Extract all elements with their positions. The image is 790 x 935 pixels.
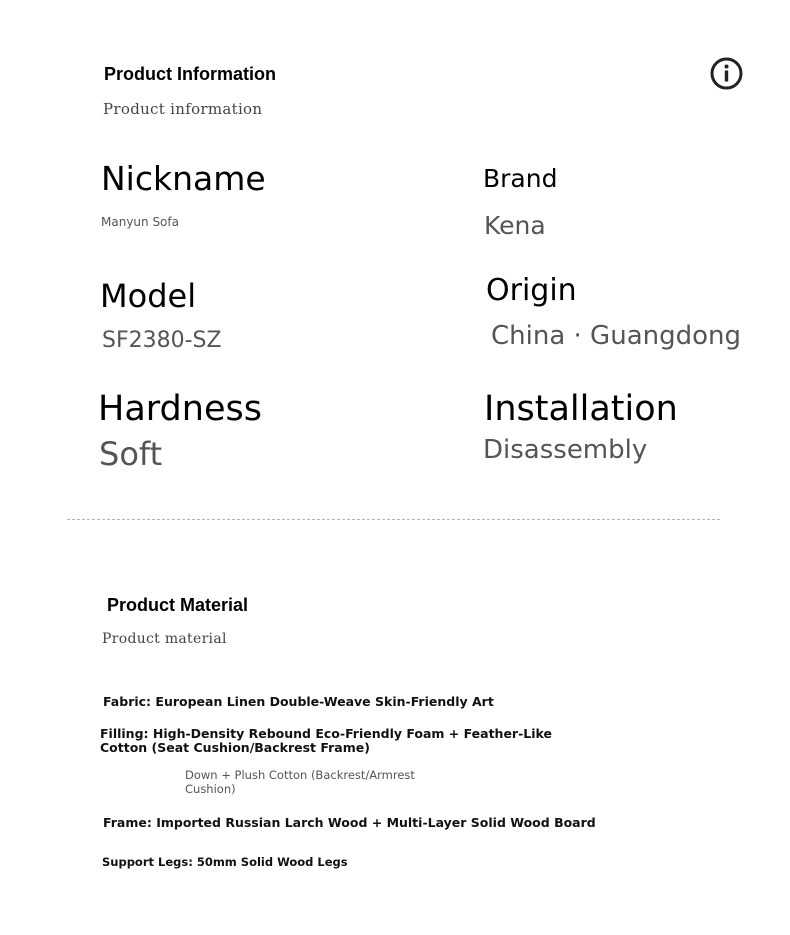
spec-label-origin: Origin — [486, 273, 577, 308]
material-legs: Support Legs: 50mm Solid Wood Legs — [102, 855, 348, 869]
spec-label-hardness: Hardness — [98, 389, 262, 429]
info-circle-icon[interactable] — [710, 57, 743, 90]
spec-value-nickname: Manyun Sofa — [101, 215, 179, 229]
spec-label-model: Model — [100, 277, 197, 315]
spec-label-installation: Installation — [484, 389, 678, 429]
spec-label-nickname: Nickname — [101, 159, 266, 198]
spec-value-installation: Disassembly — [483, 435, 648, 465]
material-filling: Filling: High-Density Rebound Eco-Friendly Foam + Feather-Like Cotton (Seat Cushion/Backrest Frame) — [100, 726, 552, 755]
material-fabric: Fabric: European Linen Double-Weave Skin-Friendly Art — [103, 694, 494, 709]
material-filling-extra: Down + Plush Cotton (Backrest/Armrest Cushion) — [185, 768, 415, 796]
spec-value-model: SF2380-SZ — [102, 328, 222, 353]
spec-label-brand: Brand — [483, 164, 558, 193]
spec-value-hardness: Soft — [99, 435, 163, 473]
section-subtitle-product-material: Product material — [102, 631, 227, 647]
section-title-product-information: Product Information — [104, 64, 276, 84]
section-title-product-material: Product Material — [107, 595, 249, 615]
material-frame: Frame: Imported Russian Larch Wood + Multi-Layer Solid Wood Board — [103, 815, 596, 830]
section-divider — [67, 519, 720, 520]
spec-value-origin: China · Guangdong — [491, 321, 741, 351]
spec-value-brand: Kena — [484, 211, 546, 240]
section-subtitle-product-information: Product information — [103, 100, 263, 118]
